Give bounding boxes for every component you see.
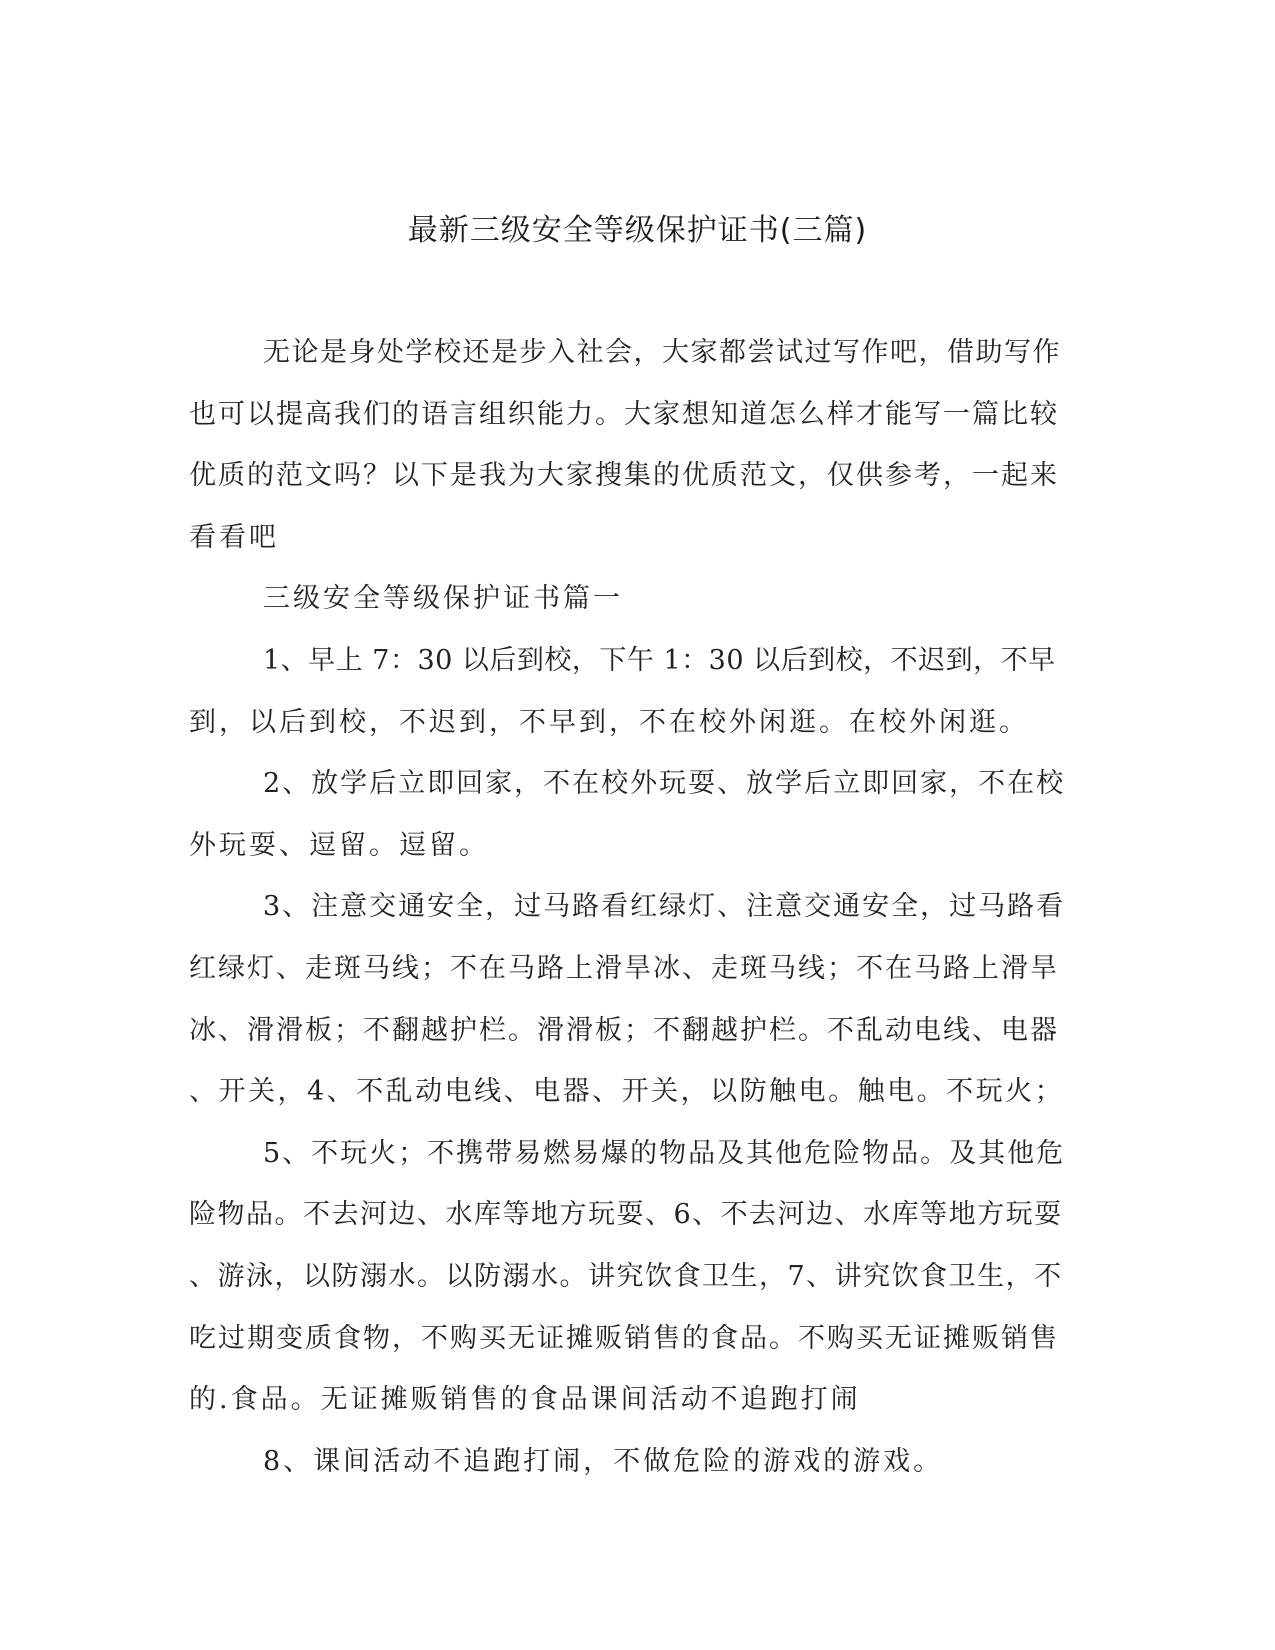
text-line: 、游泳，以防溺水。以防溺水。讲究饮食卫生，7、讲究饮食卫生，不 [189,1260,1063,1292]
text-line: 3、注意交通安全，过马路看红绿灯、注意交通安全，过马路看 [263,891,1066,923]
text-line: 看看吧 [189,521,279,553]
text-line: 2、放学后立即回家，不在校外玩耍、放学后立即回家，不在校 [263,768,1066,800]
text-line: 5、不玩火；不携带易燃易爆的物品及其他危险物品。及其他危 [263,1137,1066,1169]
text-line: 吃过期变质食物，不购买无证摊贩销售的食品。不购买无证摊贩销售 [189,1322,1059,1354]
text-line: 红绿灯、走斑马线；不在马路上滑旱冰、走斑马线；不在马路上滑旱 [189,952,1059,984]
text-line: 8、课间活动不追跑打闹，不做危险的游戏的游戏。 [263,1445,944,1477]
text-line: 外玩耍、逗留。逗留。 [189,829,489,861]
text-line: 的.食品。无证摊贩销售的食品课间活动不追跑打闹 [189,1384,861,1416]
text-line: 无论是身处学校还是步入社会，大家都尝试过写作吧，借助写作 [263,337,1061,368]
document-title: 最新三级安全等级保护证书(三篇) [407,213,868,248]
text-line: 三级安全等级保护证书篇一 [263,583,623,615]
text-line: 冰、滑滑板；不翻越护栏。滑滑板；不翻越护栏。不乱动电线、电器 [189,1014,1059,1046]
text-line: 到，以后到校，不迟到，不早到，不在校外闲逛。在校外闲逛。 [189,706,1029,738]
document-body [189,322,1069,1492]
text-line: 1、早上 7：30 以后到校，下午 1：30 以后到校，不迟到，不早 [263,644,1056,676]
text-line: 也可以提高我们的语言组织能力。大家想知道怎么样才能写一篇比较 [189,398,1059,430]
text-line: 、开关，4、不乱动电线、电器、开关，以防触电。触电。不玩火； [189,1076,1065,1108]
text-line: 险物品。不去河边、水库等地方玩耍、6、不去河边、水库等地方玩耍 [189,1199,1063,1231]
text-line: 优质的范文吗？以下是我为大家搜集的优质范文，仅供参考，一起来 [189,460,1059,492]
